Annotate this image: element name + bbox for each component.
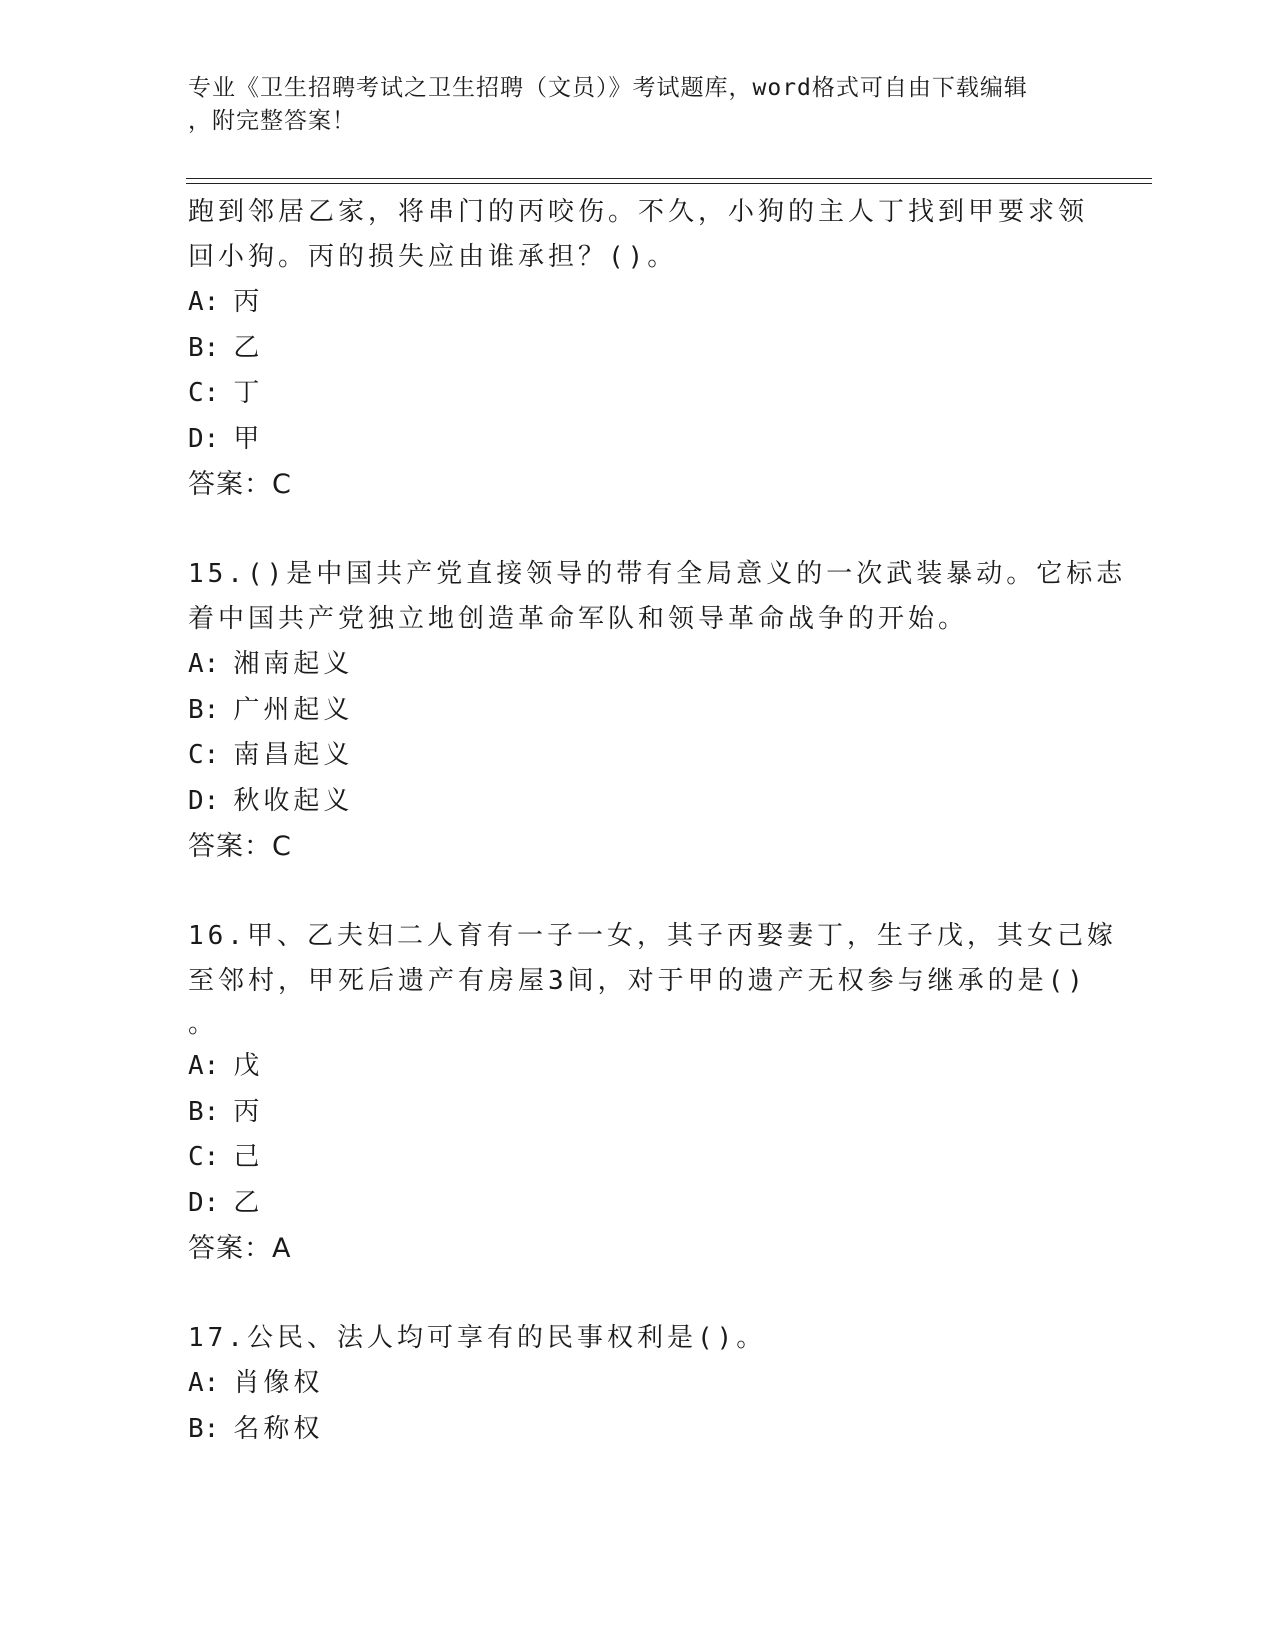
option-d	[188, 1181, 1088, 1227]
option-text: 丁	[233, 378, 264, 408]
option-letter: B:	[188, 332, 220, 363]
option-b	[188, 688, 1088, 734]
answer-line: 答案：A	[188, 1233, 292, 1264]
question-text-line: 至邻村，甲死后遗产有房屋3间，对于甲的遗产无权参与继承的是()	[188, 966, 1087, 996]
option-letter: A:	[188, 649, 220, 679]
option-c	[188, 371, 1088, 417]
question-text-line: 回小狗。丙的损失应由谁承担？()。	[188, 242, 678, 272]
header-line-2: ，附完整答案！	[188, 108, 356, 134]
option-letter: A:	[188, 1368, 220, 1398]
question-text-line: 16.甲、乙夫妇二人育有一子一女，其子丙娶妻丁，生子戊，其女己嫁	[188, 921, 1117, 951]
answer-line: 答案：C	[188, 469, 292, 500]
question-text-line: 。	[188, 1009, 219, 1039]
option-text: 肖像权	[233, 1368, 324, 1398]
header-divider-bottom	[186, 183, 1152, 184]
option-text: 戊	[233, 1051, 264, 1081]
option-d	[188, 417, 1088, 463]
option-letter: B:	[188, 694, 220, 725]
option-a	[188, 642, 1088, 688]
option-b	[188, 1407, 1088, 1453]
option-text: 乙	[233, 332, 264, 363]
option-text: 丙	[233, 1096, 264, 1127]
question-16	[188, 914, 1117, 1271]
option-letter: B:	[188, 1096, 220, 1127]
answer-line: 答案：C	[188, 831, 292, 862]
option-text: 湘南起义	[233, 649, 354, 679]
option-text: 南昌起义	[233, 740, 354, 770]
question-text-line: 15.()是中国共产党直接领导的带有全局意义的一次武装暴动。它标志	[188, 559, 1127, 589]
question-text-line: 17.公民、法人均可享有的民事权利是()。	[188, 1323, 767, 1353]
option-text: 秋收起义	[233, 785, 354, 816]
option-text: 名称权	[233, 1413, 324, 1444]
option-letter: C:	[188, 740, 220, 770]
option-text: 乙	[233, 1187, 264, 1218]
option-a	[188, 280, 1088, 326]
option-letter: C:	[188, 378, 220, 408]
option-letter: B:	[188, 1413, 220, 1444]
question-15	[188, 552, 1127, 869]
option-text: 丙	[233, 287, 264, 317]
option-text: 甲	[233, 423, 264, 454]
option-a	[188, 1361, 1088, 1407]
header-divider-top	[186, 178, 1152, 179]
option-c	[188, 1135, 1088, 1181]
header-line-1: 专业《卫生招聘考试之卫生招聘（文员）》考试题库，word格式可自由下载编辑	[188, 75, 1028, 101]
option-c	[188, 733, 1088, 779]
option-letter: D:	[188, 785, 220, 816]
option-letter: D:	[188, 423, 220, 454]
option-a	[188, 1044, 1088, 1090]
option-letter: D:	[188, 1187, 220, 1218]
option-b	[188, 326, 1088, 372]
question-14	[188, 190, 1088, 507]
question-text-line: 着中国共产党独立地创造革命军队和领导革命战争的开始。	[188, 604, 969, 634]
option-text: 己	[233, 1142, 264, 1172]
option-text: 广州起义	[233, 694, 354, 725]
option-d	[188, 779, 1088, 825]
option-b	[188, 1090, 1088, 1136]
page-header	[188, 72, 1088, 138]
question-17	[188, 1316, 1088, 1452]
question-list	[188, 190, 1127, 1452]
option-letter: A:	[188, 287, 220, 317]
option-letter: C:	[188, 1142, 220, 1172]
question-text-line: 跑到邻居乙家，将串门的丙咬伤。不久，小狗的主人丁找到甲要求领	[188, 197, 1089, 227]
option-letter: A:	[188, 1051, 220, 1081]
